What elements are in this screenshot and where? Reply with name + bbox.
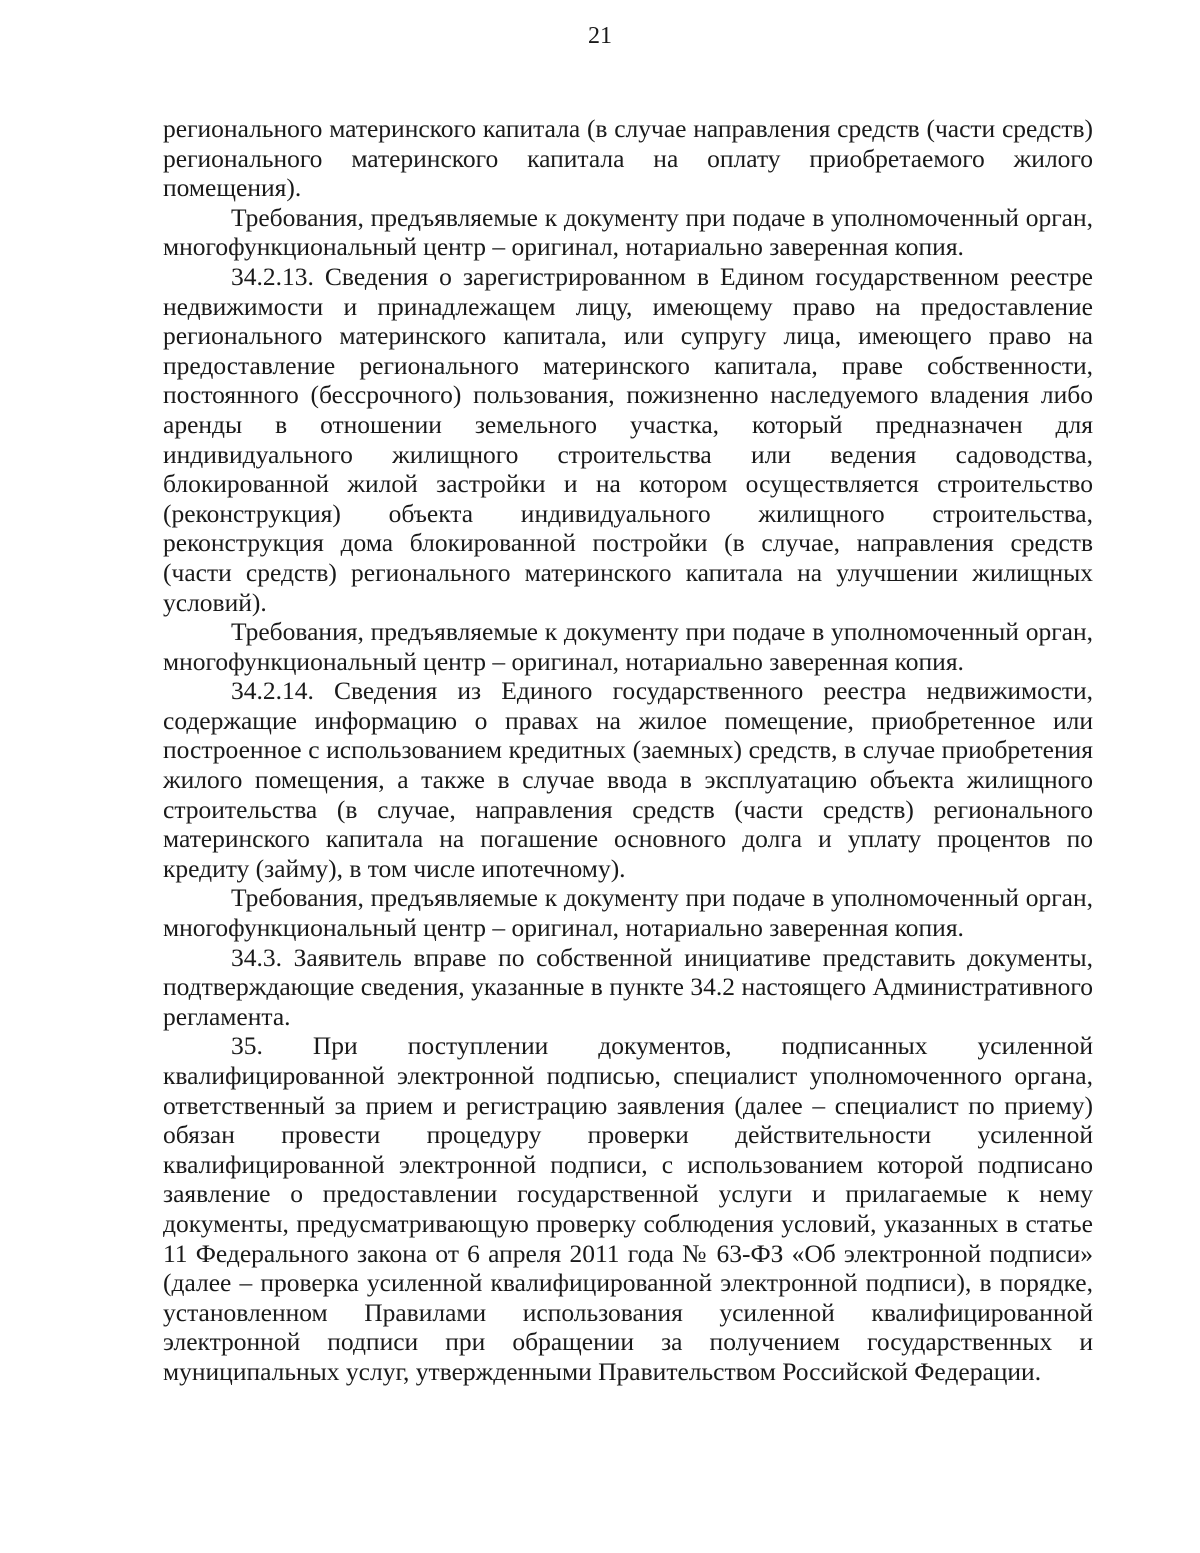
paragraph-continuation: регионального материнского капитала (в случае направления средств (части средств) регионального материнского капитала на оплату приобретаемого жилого помещения). — [163, 114, 1093, 203]
paragraph-34-2-13: 34.2.13. Сведения о зарегистрированном в Едином государственном реестре недвижимости и принадлежащем лицу, имеющему право на предоставление регионального материнского капитала, или супругу лица, имеющего право на предоставление регионального материнского капитала, праве собственности, постоянного (бессрочного) пользования, пожизненно наследуемого владения либо аренды в отношении земельного участка, который предназначен для индивидуального жилищного строительства или ведения садоводства, блокированной жилой застройки и на котором осуществляется строительство (реконструкция) объекта индивидуального жилищного строительства, реконструкция дома блокированной постройки (в случае, направления средств (части средств) регионального материнского капитала на улучшении жилищных условий). — [163, 261, 1093, 617]
paragraph-35: 35. При поступлении документов, подписанных усиленной квалифицированной электронной подписью, специалист уполномоченного органа, ответственный за прием и регистрацию заявления (далее – специалист по приему) обязан провести процедуру проверки действительности усиленной квалифицированной электронной подписи, с использованием которой подписано заявление о предоставлении государственной услуги и прилагаемые к нему документы, предусматривающую проверку соблюдения условий, указанных в статье 11 Федерального закона от 6 апреля 2011 года № 63-ФЗ «Об электронной подписи» (далее – проверка усиленной квалифицированной электронной подписи), в порядке, установленном Правилами использования усиленной квалифицированной электронной подписи при обращении за получением государственных и муниципальных услуг, утвержденными Правительством Российской Федерации. — [163, 1031, 1093, 1386]
paragraph-requirements-3: Требования, предъявляемые к документу при подаче в уполномоченный орган, многофункциональный центр – оригинал, нотариально заверенная копия. — [163, 883, 1093, 943]
document-body — [163, 114, 1093, 1387]
paragraph-34-3: 34.3. Заявитель вправе по собственной инициативе представить документы, подтверждающие сведения, указанные в пункте 34.2 настоящего Административного регламента. — [163, 942, 1093, 1031]
page-number: 21 — [588, 23, 612, 49]
paragraph-34-2-14: 34.2.14. Сведения из Единого государственного реестра недвижимости, содержащие информацию о правах на жилое помещение, приобретенное или построенное с использованием кредитных (заемных) средств, в случае приобретения жилого помещения, а также в случае ввода в эксплуатацию объекта жилищного строительства (в случае, направления средств (части средств) регионального материнского капитала на погашение основного долга и уплату процентов по кредиту (займу), в том числе ипотечному). — [163, 676, 1093, 883]
paragraph-requirements-2: Требования, предъявляемые к документу при подаче в уполномоченный орган, многофункциональный центр – оригинал, нотариально заверенная копия. — [163, 617, 1093, 676]
paragraph-requirements-1: Требования, предъявляемые к документу при подаче в уполномоченный орган, многофункциональный центр – оригинал, нотариально заверенная копия. — [163, 202, 1093, 262]
